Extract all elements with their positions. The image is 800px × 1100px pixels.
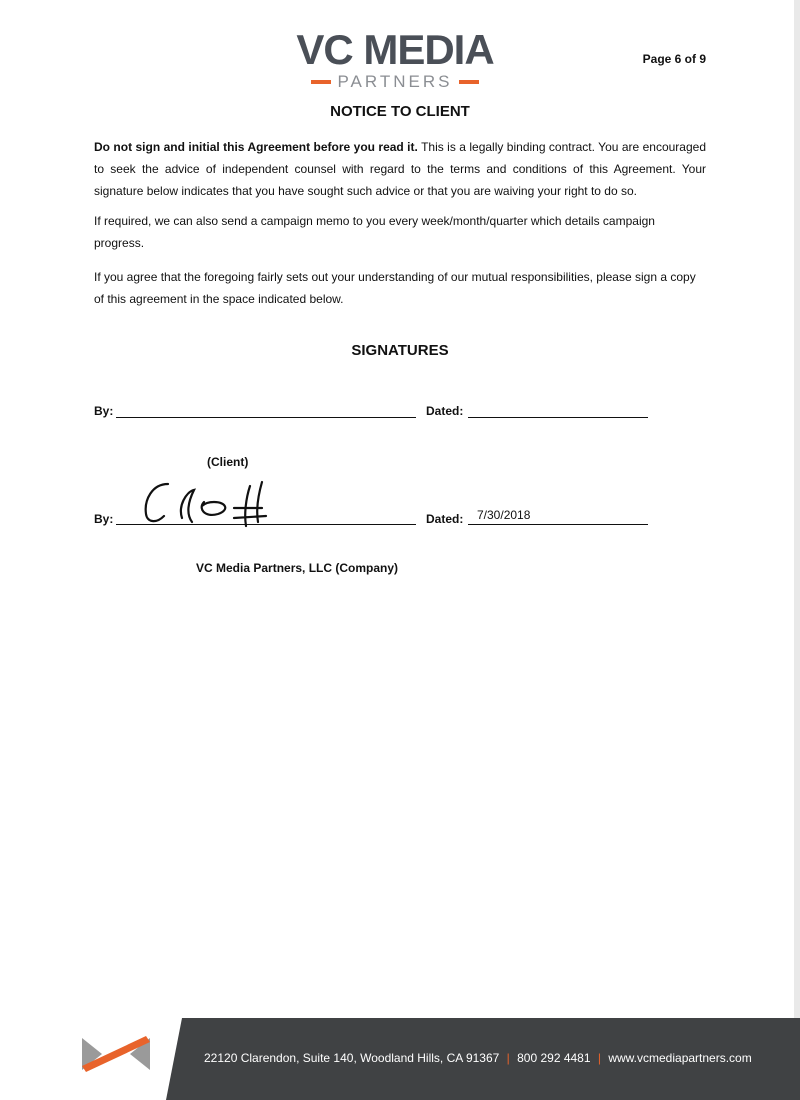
footer-phone: 800 292 4481 <box>517 1051 591 1065</box>
notice-body <box>94 136 706 322</box>
logo-sub <box>280 72 510 92</box>
company-dated-label: Dated: <box>426 512 464 526</box>
notice-title: NOTICE TO CLIENT <box>330 103 470 120</box>
logo-sub-text: PARTNERS <box>337 72 453 91</box>
client-date-line[interactable] <box>468 417 648 418</box>
company-signature <box>138 478 308 528</box>
logo-dash-left <box>311 80 331 84</box>
client-by-label: By: <box>94 404 114 418</box>
signatures-title: SIGNATURES <box>351 342 449 359</box>
notice-paragraph-2: If required, we can also send a campaign memo to you every week/month/quarter which details campaign progress. <box>94 214 655 250</box>
client-dated-label: Dated: <box>426 404 464 418</box>
footer-separator-2: | <box>597 1051 601 1065</box>
client-label: (Client) <box>207 455 249 469</box>
notice-paragraph-1-rest: This is a legally binding contract. You are encouraged to seek the advice of independent counsel with regard to the terms and conditions of this Agreement. Your signature below indicates that you have sought such advice or that you are waiving your right to do so. <box>94 140 706 198</box>
logo-main-text: VC MEDIA <box>296 26 494 73</box>
notice-paragraph-1-bold: Do not sign and initial this Agreement before you read it. <box>94 140 418 154</box>
company-date-line[interactable] <box>468 524 648 525</box>
company-logo <box>280 28 510 92</box>
page-edge <box>794 0 800 1100</box>
page-footer <box>0 1018 800 1100</box>
notice-paragraph-1 <box>94 136 706 202</box>
company-date-value: 7/30/2018 <box>477 508 531 522</box>
page-number: Page 6 of 9 <box>642 52 706 66</box>
company-label: VC Media Partners, LLC (Company) <box>196 561 399 575</box>
footer-separator-1: | <box>506 1051 510 1065</box>
client-signature-line[interactable] <box>116 417 416 418</box>
notice-paragraph-3: If you agree that the foregoing fairly sets out your understanding of our mutual responsibilities, please sign a copy of this agreement in the space indicated below. <box>94 270 696 306</box>
footer-website[interactable]: www.vcmediapartners.com <box>608 1051 752 1065</box>
footer-address: 22120 Clarendon, Suite 140, Woodland Hills, CA 91367 <box>204 1051 500 1065</box>
logo-dash-right <box>459 80 479 84</box>
company-by-label: By: <box>94 512 114 526</box>
company-signature-line[interactable] <box>116 524 416 525</box>
footer-contact <box>204 1051 752 1065</box>
footer-logo-icon <box>80 1028 152 1080</box>
